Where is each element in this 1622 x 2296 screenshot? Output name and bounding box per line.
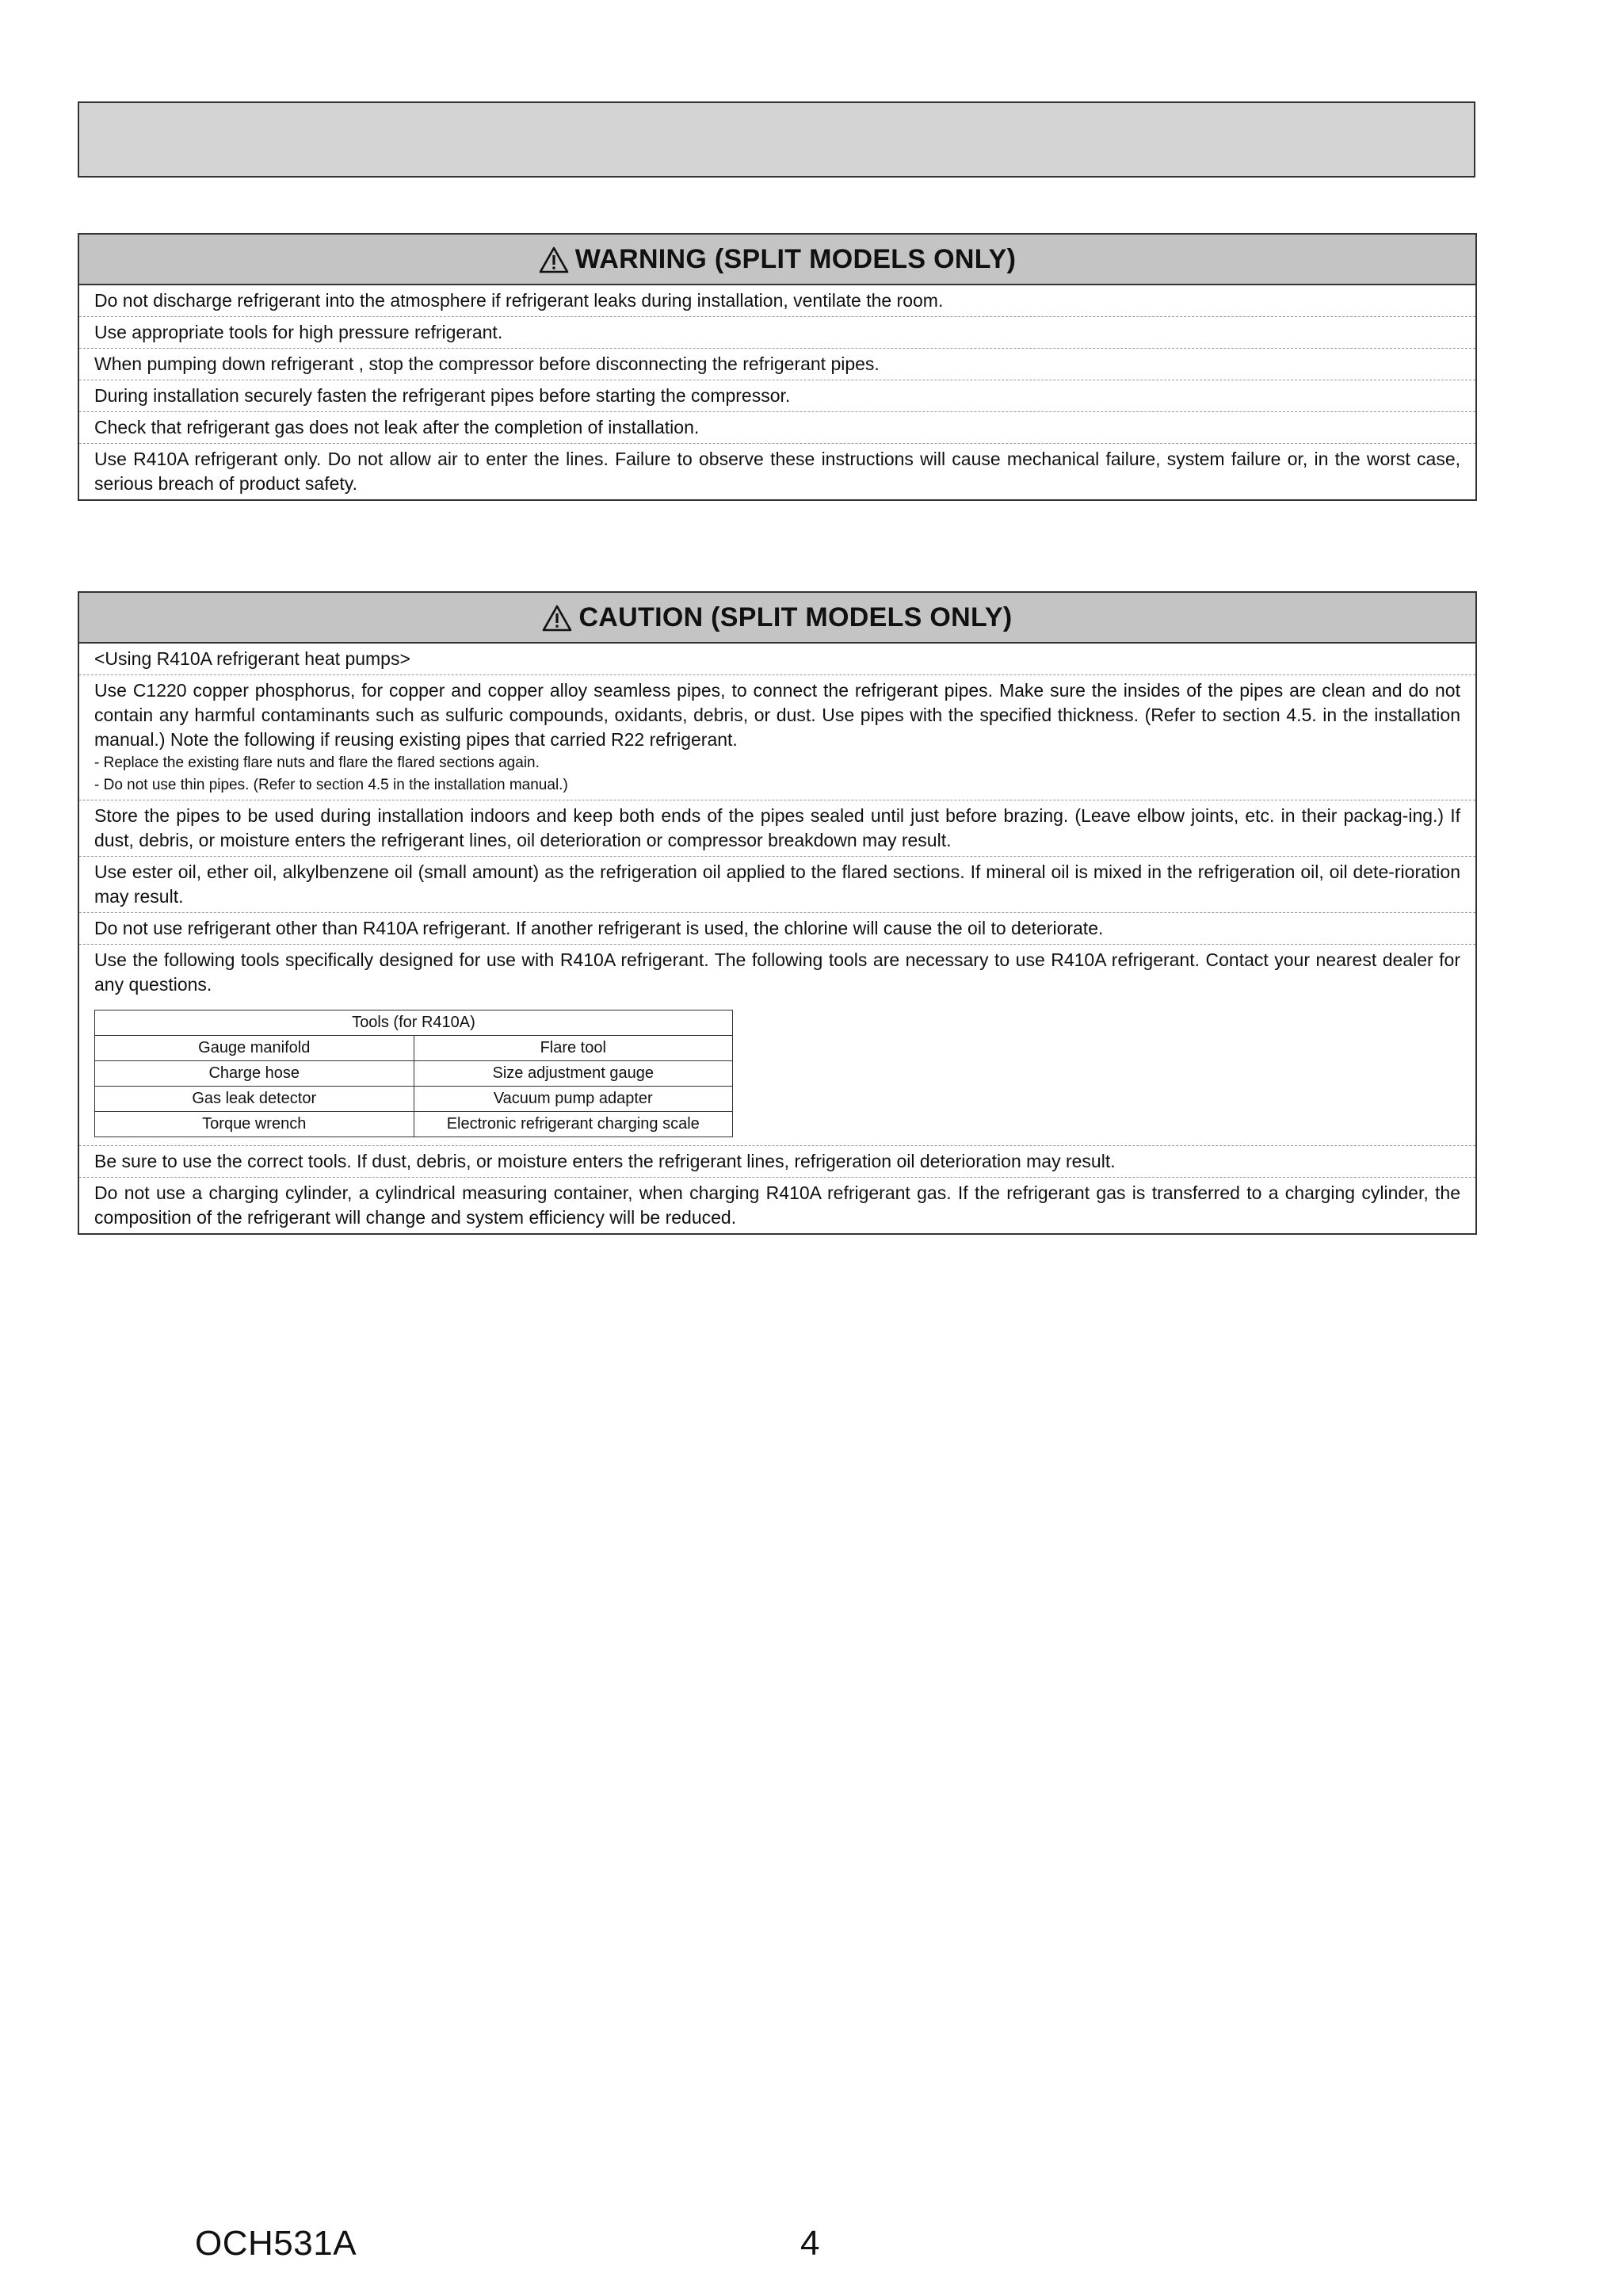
page-number: 4 xyxy=(800,2224,820,2263)
table-cell: Vacuum pump adapter xyxy=(414,1087,733,1112)
warning-box xyxy=(78,233,1477,501)
tools-table-header: Tools (for R410A) xyxy=(95,1010,733,1036)
table-cell: Electronic refrigerant charging scale xyxy=(414,1112,733,1137)
caution-box xyxy=(78,591,1477,1235)
document-code: OCH531A xyxy=(195,2224,357,2263)
table-cell: Torque wrench xyxy=(95,1112,414,1137)
pipes-note: - Replace the existing flare nuts and flare the flared sections again. xyxy=(94,755,540,771)
warning-header xyxy=(79,235,1475,285)
warning-item: During installation securely fasten the refrigerant pipes before starting the compressor. xyxy=(79,380,1475,412)
caution-item-store: Store the pipes to be used during installation indoors and keep both ends of the pipes sealed until just before brazing. (Leave elbow joints, etc. in their packag-ing.) If dust, debris, or moisture enters the refrigerant lines, oil deterioration or compressor breakdown may result. xyxy=(79,800,1475,857)
caution-intro xyxy=(79,644,1475,675)
caution-item-charging-cylinder: Do not use a charging cylinder, a cylindrical measuring container, when charging R410A refrigerant gas. If the refrigerant gas is transferred to a charging cylinder, the composition of the refrigerant will change and system efficiency will be reduced. xyxy=(94,1182,1460,1228)
caution-item-correct-tools: Be sure to use the correct tools. If dust, debris, or moisture enters the refrigerant lines, refrigeration oil deterioration may result. xyxy=(79,1146,1475,1178)
tools-table xyxy=(94,1010,733,1137)
pipes-note: - Do not use thin pipes. (Refer to section 4.5 in the installation manual.) xyxy=(94,777,568,793)
table-cell: Gauge manifold xyxy=(95,1036,414,1061)
table-row xyxy=(95,1036,733,1061)
table-cell: Charge hose xyxy=(95,1061,414,1087)
table-cell: Flare tool xyxy=(414,1036,733,1061)
caution-title: CAUTION (SPLIT MODELS ONLY) xyxy=(578,602,1013,632)
table-row xyxy=(95,1061,733,1087)
warning-item: Do not discharge refrigerant into the atmosphere if refrigerant leaks during installation, ventilate the room. xyxy=(79,285,1475,317)
caution-item-oil: Use ester oil, ether oil, alkylbenzene oil (small amount) as the refrigeration oil applied to the flared sections. If mineral oil is mixed in the refrigeration oil, oil dete-rioration may result. xyxy=(79,857,1475,913)
pipes-text: Use C1220 copper phosphorus, for copper and copper alloy seamless pipes, to connect the refrigerant pipes. Make sure the insides of the pipes are clean and do not contain any harmful contaminants such as sulfuric compounds, oxidants, debris, or dust. Use pipes with the specified thickness. (Refer to section 4.5. in the installation manual.) Note the following if reusing existing pipes that carried R22 refrigerant. xyxy=(94,680,1460,750)
caution-item-tools xyxy=(79,945,1475,1146)
warning-triangle-icon xyxy=(542,605,572,632)
caution-header xyxy=(79,593,1475,644)
caution-item-pipes xyxy=(79,675,1475,800)
warning-item: Use appropriate tools for high pressure refrigerant. xyxy=(79,317,1475,349)
caution-intro-text: <Using R410A refrigerant heat pumps> xyxy=(94,648,410,669)
caution-item-other-refrigerant: Do not use refrigerant other than R410A refrigerant. If another refrigerant is used, the chlorine will cause the oil to deteriorate. xyxy=(79,913,1475,945)
warning-triangle-icon xyxy=(539,246,569,273)
warning-item: Check that refrigerant gas does not leak after the completion of installation. xyxy=(79,412,1475,444)
warning-item: When pumping down refrigerant , stop the compressor before disconnecting the refrigerant pipes. xyxy=(79,349,1475,380)
warning-item: Use R410A refrigerant only. Do not allow air to enter the lines. Failure to observe these instructions will cause mechanical failure, system failure or, in the worst case, serious breach of product safety. xyxy=(94,449,1460,494)
warning-title: WARNING (SPLIT MODELS ONLY) xyxy=(574,243,1017,274)
table-row xyxy=(95,1112,733,1137)
table-row xyxy=(95,1087,733,1112)
table-cell: Gas leak detector xyxy=(95,1087,414,1112)
tools-table-header-row xyxy=(95,1010,733,1036)
tools-text: Use the following tools specifically designed for use with R410A refrigerant. The following tools are necessary to use R410A refrigerant. Contact your nearest dealer for any questions. xyxy=(94,949,1460,995)
section-title-bar xyxy=(78,101,1475,178)
table-cell: Size adjustment gauge xyxy=(414,1061,733,1087)
